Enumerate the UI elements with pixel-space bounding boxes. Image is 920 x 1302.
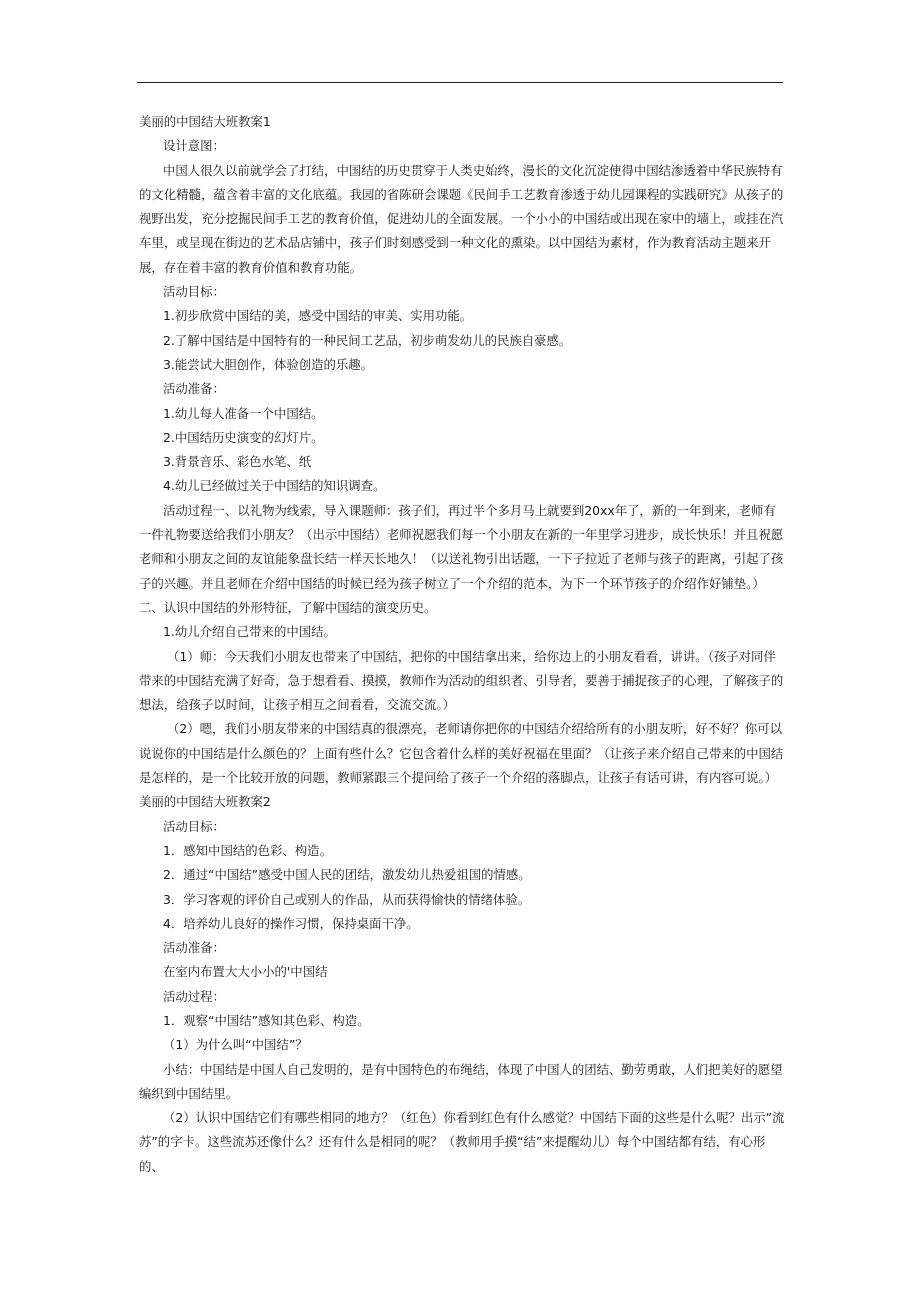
prep2-text: 在室内布置大大小小的'中国结 — [163, 964, 328, 980]
goal2-item: 1．感知中国结的色彩、构造。 — [163, 842, 332, 858]
prep-item: 2.中国结历史演变的幻灯片。 — [163, 429, 324, 445]
process2-summary: 小结：中国结是中国人自己发明的，是有中国特色的布绳结，体现了中国人的团结、勤劳勇敢，人们把美好的愿望编织到中国结里。 — [139, 1061, 783, 1101]
goals2-label: 活动目标： — [163, 818, 225, 834]
prep-item: 4.幼儿已经做过关于中国结的知识调查。 — [163, 478, 386, 494]
process2-question: （2）认识中国结它们有哪些相同的地方？（红色）你看到红色有什么感觉？中国结下面的这些是什么呢？出示”流苏”的字卡。这些流苏还像什么？还有什么是相同的呢？（教师用手摸“结”来提醒幼儿）每个中国结都有结，有心形的、 — [139, 1110, 785, 1174]
prep-item: 1.幼儿每人准备一个中国结。 — [163, 405, 324, 421]
process-paragraph: 活动过程一、以礼物为线索，导入课题师：孩子们，再过半个多月马上就要到20xx年了，新的一年到来，老师有一件礼物要送给我们小朋友？（出示中国结）老师祝愿我们每一个小朋友在新的一年里学习进步，成长快乐！并且祝愿老师和小朋友之间的友谊能象盘长结一样天长地久！（以送礼物引出话题，一下子拉近了老师与孩子的距离，引起了孩子的兴趣。并且老师在介绍中国结的时候已经为孩子树立了一个介绍的范本，为下一个环节孩子的介绍作好铺垫。）二、认识中国结的外形特征，了解中国结的演变历史。 — [139, 502, 784, 615]
process-substep: （1）师：今天我们小朋友也带来了中国结，把你的中国结拿出来，给你边上的小朋友看看，讲讲。（孩子对同伴带来的中国结充满了好奇，急于想看看、摸摸，教师作为活动的组织者、引导者，要善于捕捉孩子的心理，了解孩子的想法，给孩子以时间，让孩子相互之间看看，交流交流。） — [139, 648, 784, 713]
process2-label: 活动过程： — [163, 988, 225, 1004]
goal-item: 2.了解中国结是中国特有的一种民间工艺品，初步萌发幼儿的民族自豪感。 — [163, 332, 572, 348]
prep-label: 活动准备： — [163, 381, 225, 397]
prep-item: 3.背景音乐、彩色水笔、纸 — [163, 454, 312, 470]
process2-question: （1）为什么叫“中国结”？ — [163, 1037, 308, 1053]
design-label: 设计意图： — [163, 138, 225, 154]
goal2-item: 3．学习客观的评价自己或别人的作品，从而获得愉快的情绪体验。 — [163, 891, 531, 907]
process-substep: （2）嗯，我们小朋友带来的中国结真的很漂亮，老师请你把你的中国结介绍给所有的小朋友听，好不好？你可以说说你的中国结是什么颜色的？上面有些什么？它包含着什么样的美好祝福在里面？（让孩子来介绍自己带来的中国结是怎样的，是一个比较开放的问题，教师紧跟三个提问给了孩子一个介绍的落脚点，让孩子有话可讲，有内容可说。） — [139, 721, 784, 786]
section-title-2: 美丽的中国结大班教案2 — [139, 794, 271, 810]
section-title-1: 美丽的中国结大班教案1 — [139, 114, 271, 129]
process2-step: 1．观察“中国结”感知其色彩、构造。 — [163, 1012, 370, 1028]
goals-label: 活动目标： — [163, 284, 225, 300]
design-paragraph: 中国人很久以前就学会了打结，中国结的历史贯穿于人类史始终，漫长的文化沉淀使得中国结渗透着中华民族特有的文化精髓，蕴含着丰富的文化底蕴。我园的省陈研会课题《民间手工艺教育渗透于幼儿园课程的实践研究》从孩子的视野出发，充分挖掘民间手工艺的教育价值，促进幼儿的全面发展。一个小小的中国结或出现在家中的墙上，或挂在汽车里，或呈现在街边的艺术品店铺中，孩子们时刻感受到一种文化的熏染。以中国结为素材，作为教育活动主题来开展，存在着丰富的教育价值和教育功能。 — [139, 162, 784, 275]
prep2-label: 活动准备： — [163, 940, 225, 956]
process-step: 1.幼儿介绍自己带来的中国结。 — [163, 624, 336, 640]
goal-item: 3.能尝试大胆创作，体验创造的乐趣。 — [163, 356, 374, 372]
goal2-item: 4．培养幼儿良好的操作习惯，保持桌面干净。 — [163, 915, 419, 931]
goal-item: 1.初步欣赏中国结的美，感受中国结的审美、实用功能。 — [163, 308, 473, 324]
goal2-item: 2．通过“中国结”感受中国人民的团结，激发幼儿热爱祖国的情感。 — [163, 867, 531, 883]
document-body — [139, 110, 787, 1179]
header-rule — [137, 82, 783, 83]
